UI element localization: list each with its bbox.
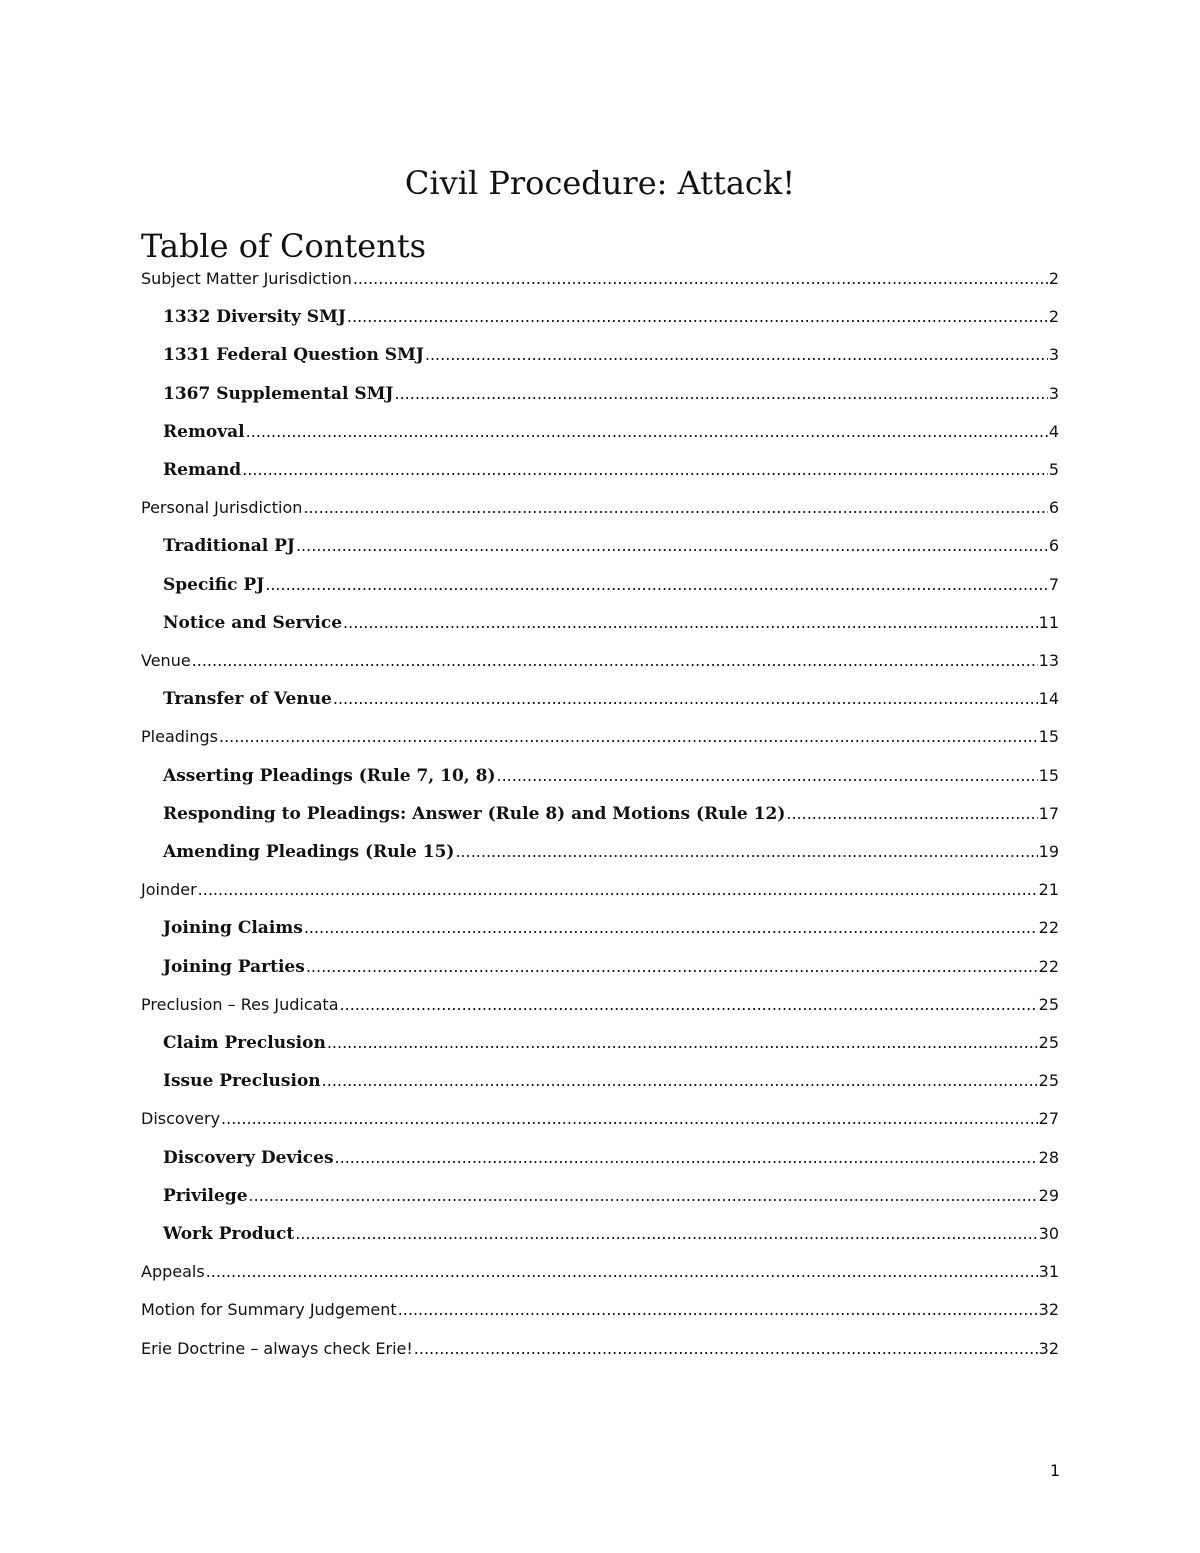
toc-dot-leader: [340, 995, 1038, 1014]
toc-dot-leader: [786, 804, 1037, 823]
toc-entry-subsection[interactable]: [163, 1224, 1059, 1250]
toc-dot-leader: [265, 575, 1048, 594]
toc-dot-leader: [246, 422, 1048, 441]
toc-entry-page-number: 6: [1048, 536, 1059, 555]
toc-entry-subsection[interactable]: [163, 613, 1059, 639]
toc-entry-label: Pleadings: [141, 727, 218, 746]
toc-entry-section[interactable]: [141, 880, 1059, 906]
toc-entry-label: Venue: [141, 651, 191, 670]
toc-dot-leader: [333, 689, 1038, 708]
toc-entry-subsection[interactable]: [163, 957, 1059, 983]
toc-entry-label: 1331 Federal Question SMJ: [163, 345, 424, 365]
toc-entry-label: Subject Matter Jurisdiction: [141, 269, 352, 288]
toc-entry-page-number: 2: [1048, 307, 1059, 326]
toc-entry-label: Preclusion – Res Judicata: [141, 995, 339, 1014]
toc-entry-label: Transfer of Venue: [163, 689, 332, 709]
toc-entry-label: Asserting Pleadings (Rule 7, 10, 8): [163, 766, 496, 786]
toc-entry-page-number: 25: [1038, 1071, 1059, 1090]
toc-entry-subsection[interactable]: [163, 575, 1059, 601]
toc-entry-page-number: 13: [1038, 651, 1059, 670]
toc-entry-label: Discovery Devices: [163, 1148, 334, 1168]
toc-entry-page-number: 15: [1038, 766, 1059, 785]
toc-entry-page-number: 22: [1038, 957, 1059, 976]
toc-entry-label: Claim Preclusion: [163, 1033, 326, 1053]
toc-dot-leader: [303, 498, 1047, 517]
toc-entry-page-number: 7: [1048, 575, 1059, 594]
toc-entry-page-number: 25: [1038, 995, 1059, 1014]
toc-entry-label: Discovery: [141, 1109, 221, 1128]
toc-entry-page-number: 29: [1038, 1186, 1059, 1205]
toc-entry-label: Personal Jurisdiction: [141, 498, 303, 517]
toc-entry-label: Privilege: [163, 1186, 248, 1206]
toc-entry-section[interactable]: [141, 1300, 1059, 1326]
toc-entry-subsection[interactable]: [163, 1071, 1059, 1097]
toc-heading: Table of Contents: [141, 227, 427, 265]
toc-entry-label: Work Product: [163, 1224, 295, 1244]
toc-entry-label: Specific PJ: [163, 575, 265, 595]
toc-entry-page-number: 27: [1038, 1109, 1059, 1128]
toc-entry-subsection[interactable]: [163, 1186, 1059, 1212]
toc-entry-section[interactable]: [141, 269, 1059, 295]
toc-entry-subsection[interactable]: [163, 307, 1059, 333]
toc-entry-page-number: 15: [1038, 727, 1059, 746]
toc-entry-page-number: 3: [1048, 384, 1059, 403]
toc-entry-page-number: 28: [1038, 1148, 1059, 1167]
toc-entry-section[interactable]: [141, 1109, 1059, 1135]
toc-entry-page-number: 14: [1038, 689, 1059, 708]
toc-entry-label: Motion for Summary Judgement: [141, 1300, 397, 1319]
toc-entry-label: Erie Doctrine – always check Erie!: [141, 1339, 413, 1358]
toc-entry-subsection[interactable]: [163, 689, 1059, 715]
toc-dot-leader: [414, 1339, 1038, 1358]
toc-entry-page-number: 31: [1038, 1262, 1059, 1281]
toc-dot-leader: [206, 1262, 1038, 1281]
toc-dot-leader: [455, 842, 1037, 861]
toc-entry-page-number: 21: [1038, 880, 1059, 899]
toc-entry-label: Joinder: [141, 880, 197, 899]
toc-dot-leader: [497, 766, 1038, 785]
toc-dot-leader: [296, 536, 1048, 555]
toc-entry-page-number: 3: [1048, 345, 1059, 364]
toc-entry-subsection[interactable]: [163, 345, 1059, 371]
toc-entry-label: Joining Parties: [163, 957, 305, 977]
toc-entry-page-number: 19: [1038, 842, 1059, 861]
toc-entry-section[interactable]: [141, 1262, 1059, 1288]
toc-entry-subsection[interactable]: [163, 804, 1059, 830]
toc-dot-leader: [327, 1033, 1038, 1052]
toc-entry-subsection[interactable]: [163, 1033, 1059, 1059]
page-number: 1: [1049, 1461, 1060, 1480]
toc-dot-leader: [353, 269, 1048, 288]
toc-entry-page-number: 25: [1038, 1033, 1059, 1052]
toc-entry-label: Remand: [163, 460, 242, 480]
toc-entry-label: Issue Preclusion: [163, 1071, 321, 1091]
toc-entry-label: Amending Pleadings (Rule 15): [163, 842, 455, 862]
toc-entry-section[interactable]: [141, 727, 1059, 753]
toc-entry-subsection[interactable]: [163, 422, 1059, 448]
toc-dot-leader: [306, 957, 1038, 976]
toc-entry-label: 1332 Diversity SMJ: [163, 307, 346, 327]
toc-entry-page-number: 32: [1038, 1339, 1059, 1358]
toc-entry-section[interactable]: [141, 498, 1059, 524]
toc-dot-leader: [335, 1148, 1038, 1167]
toc-dot-leader: [322, 1071, 1038, 1090]
toc-entry-page-number: 32: [1038, 1300, 1059, 1319]
toc-entry-subsection[interactable]: [163, 918, 1059, 944]
toc-entry-label: Joining Claims: [163, 918, 303, 938]
toc-entry-page-number: 11: [1038, 613, 1059, 632]
toc-entry-label: Removal: [163, 422, 245, 442]
toc-entry-label: Responding to Pleadings: Answer (Rule 8) and Motions (Rule 12): [163, 804, 786, 824]
toc-dot-leader: [192, 651, 1038, 670]
document-title: Civil Procedure: Attack!: [404, 164, 796, 202]
toc-entry-page-number: 22: [1038, 918, 1059, 937]
toc-entry-section[interactable]: [141, 651, 1059, 677]
toc-entry-subsection[interactable]: [163, 384, 1059, 410]
toc-dot-leader: [242, 460, 1048, 479]
toc-dot-leader: [425, 345, 1048, 364]
toc-dot-leader: [347, 307, 1048, 326]
toc-entry-label: Notice and Service: [163, 613, 343, 633]
toc-dot-leader: [221, 1109, 1038, 1128]
toc-entry-label: 1367 Supplemental SMJ: [163, 384, 394, 404]
toc-entry-subsection[interactable]: [163, 842, 1059, 868]
toc-dot-leader: [219, 727, 1038, 746]
toc-dot-leader: [304, 918, 1038, 937]
toc-dot-leader: [394, 384, 1047, 403]
toc-entry-section[interactable]: [141, 1339, 1059, 1365]
toc-entry-subsection[interactable]: [163, 1148, 1059, 1174]
toc-entry-label: Appeals: [141, 1262, 205, 1281]
toc-entry-page-number: 4: [1048, 422, 1059, 441]
toc-dot-leader: [198, 880, 1038, 899]
toc-entry-subsection[interactable]: [163, 460, 1059, 486]
toc-dot-leader: [343, 613, 1038, 632]
toc-dot-leader: [295, 1224, 1037, 1243]
toc-entry-page-number: 5: [1048, 460, 1059, 479]
toc-dot-leader: [398, 1300, 1038, 1319]
toc-entry-page-number: 17: [1038, 804, 1059, 823]
toc-entry-subsection[interactable]: [163, 536, 1059, 562]
toc-entry-label: Traditional PJ: [163, 536, 295, 556]
toc-entry-page-number: 2: [1048, 269, 1059, 288]
toc-entry-subsection[interactable]: [163, 766, 1059, 792]
toc-entry-section[interactable]: [141, 995, 1059, 1021]
toc-dot-leader: [249, 1186, 1038, 1205]
toc-entry-page-number: 6: [1048, 498, 1059, 517]
toc-entry-page-number: 30: [1038, 1224, 1059, 1243]
